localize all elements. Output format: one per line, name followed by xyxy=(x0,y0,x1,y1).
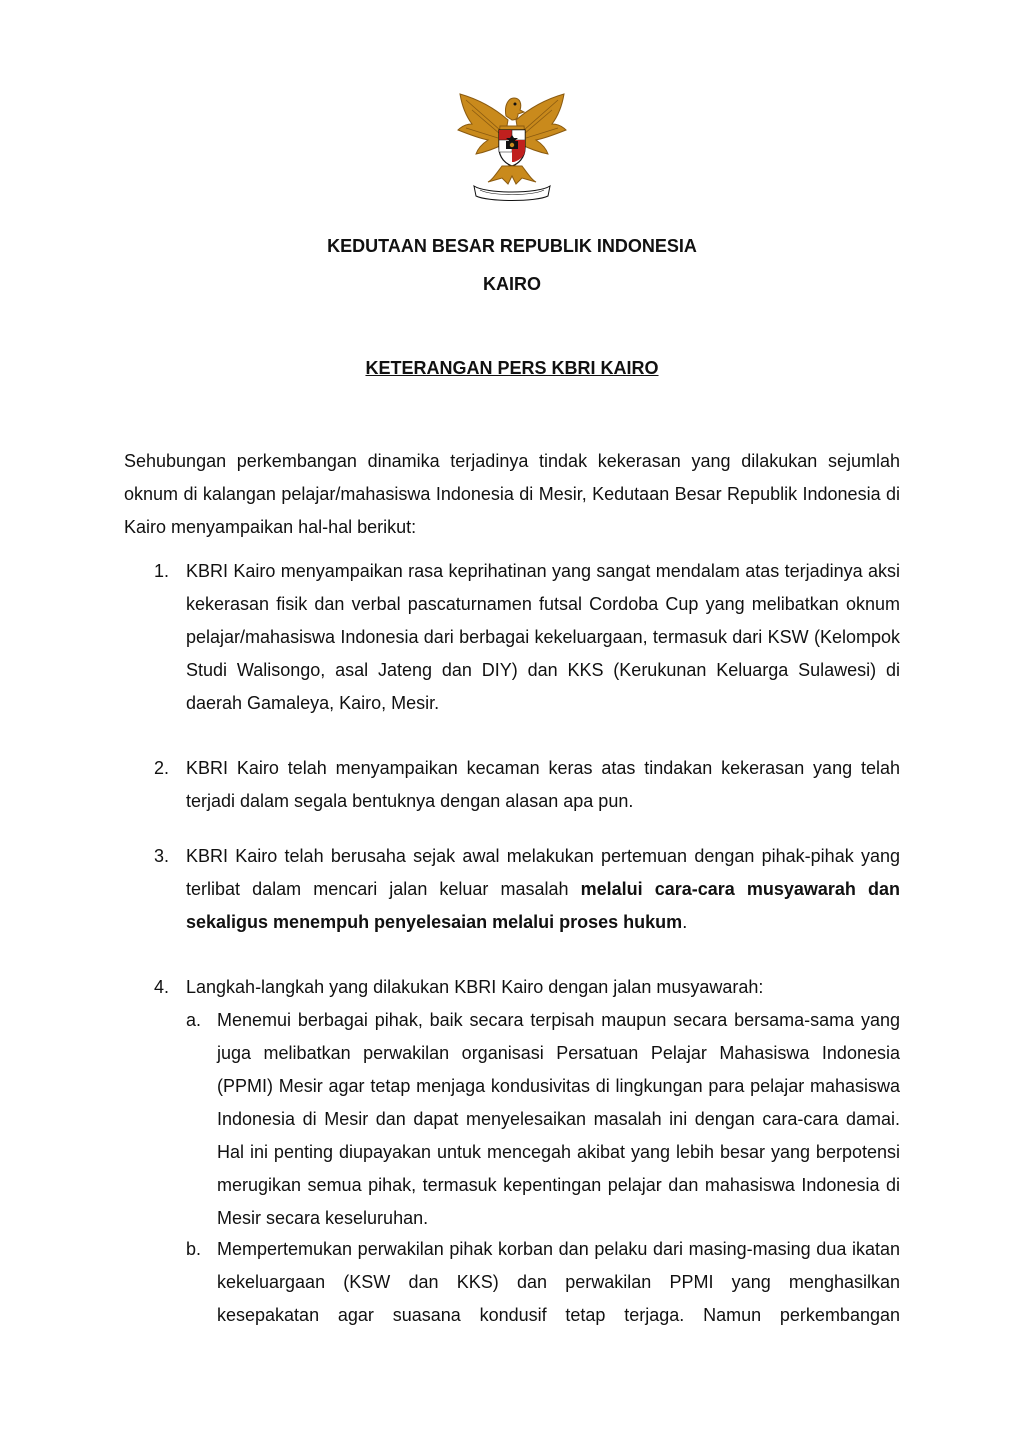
sub-list-item-text: Menemui berbagai pihak, baik secara terpisah maupun secara bersama-sama yang juga melibatkan perwakilan organisasi Persatuan Pelajar Mahasiswa Indonesia (PPMI) Mesir agar tetap menjaga kondusivitas di lingkungan para pelajar mahasiswa Indonesia di Mesir dan dapat menyelesaikan masalah ini dengan cara-cara damai. Hal ini penting diupayakan untuk mencegah akibat yang lebih besar yang berpotensi merugikan semua pihak, termasuk kepentingan pelajar dan mahasiswa Indonesia di Mesir secara keseluruhan. xyxy=(217,1010,900,1228)
sub-list-item-text: Mempertemukan perwakilan pihak korban dan pelaku dari masing-masing dua ikatan kekeluargaan (KSW dan KKS) dan perwakilan PPMI yang menghasilkan kesepakatan agar suasana kondusif tetap terjaga. Namun perkembangan xyxy=(217,1239,900,1325)
list-item-1 xyxy=(150,555,900,720)
list-item-text xyxy=(186,840,900,939)
garuda-emblem-icon xyxy=(452,86,572,202)
city-heading: KAIRO xyxy=(483,274,541,294)
list-item-text: Langkah-langkah yang dilakukan KBRI Kairo dengan jalan musyawarah: xyxy=(186,977,764,997)
intro-paragraph: Sehubungan perkembangan dinamika terjadinya tindak kekerasan yang dilakukan sejumlah oknum di kalangan pelajar/mahasiswa Indonesia di Mesir, Kedutaan Besar Republik Indonesia di Kairo menyampaikan hal-hal berikut: xyxy=(124,451,900,537)
list-item-text-end: . xyxy=(682,912,688,932)
list-item-3 xyxy=(150,840,900,939)
list-item-text: KBRI Kairo telah menyampaikan kecaman keras atas tindakan kekerasan yang telah terjadi dalam segala bentuknya dengan alasan apa pun. xyxy=(186,758,900,811)
list-item-text: KBRI Kairo menyampaikan rasa keprihatinan yang sangat mendalam atas terjadinya aksi kekerasan fisik dan verbal pascaturnamen futsal Cordoba Cup yang melibatkan oknum pelajar/mahasiswa Indonesia dari berbagai kekeluargaan, termasuk dari KSW (Kelompok Studi Walisongo, asal Jateng dan DIY) dan KKS (Kerukunan Keluarga Sulawesi) di daerah Gamaleya, Kairo, Mesir. xyxy=(186,561,900,713)
list-item-text-regular: KBRI Kairo telah berusaha sejak awal melakukan pertemuan dengan pihak-pihak yang terlibat dalam mencari jalan keluar masalah xyxy=(186,846,900,899)
list-item-text-bold: melalui cara-cara musyawarah dan sekaligus menempuh penyelesaian melalui proses hukum xyxy=(186,879,901,932)
list-marker: 3. xyxy=(154,846,170,866)
list-marker: 1. xyxy=(154,561,170,581)
sub-list-item-a xyxy=(186,1004,900,1235)
sub-list-marker: b. xyxy=(186,1239,202,1259)
list-item-2 xyxy=(150,752,900,818)
sub-list-item-b xyxy=(186,1233,900,1332)
sub-list-marker: a. xyxy=(186,1010,202,1030)
list-item-4 xyxy=(150,971,900,1004)
list-marker: 4. xyxy=(154,977,170,997)
list-marker: 2. xyxy=(154,758,170,778)
organization-heading: KEDUTAAN BESAR REPUBLIK INDONESIA xyxy=(327,236,697,256)
document-title: KETERANGAN PERS KBRI KAIRO xyxy=(365,358,659,378)
